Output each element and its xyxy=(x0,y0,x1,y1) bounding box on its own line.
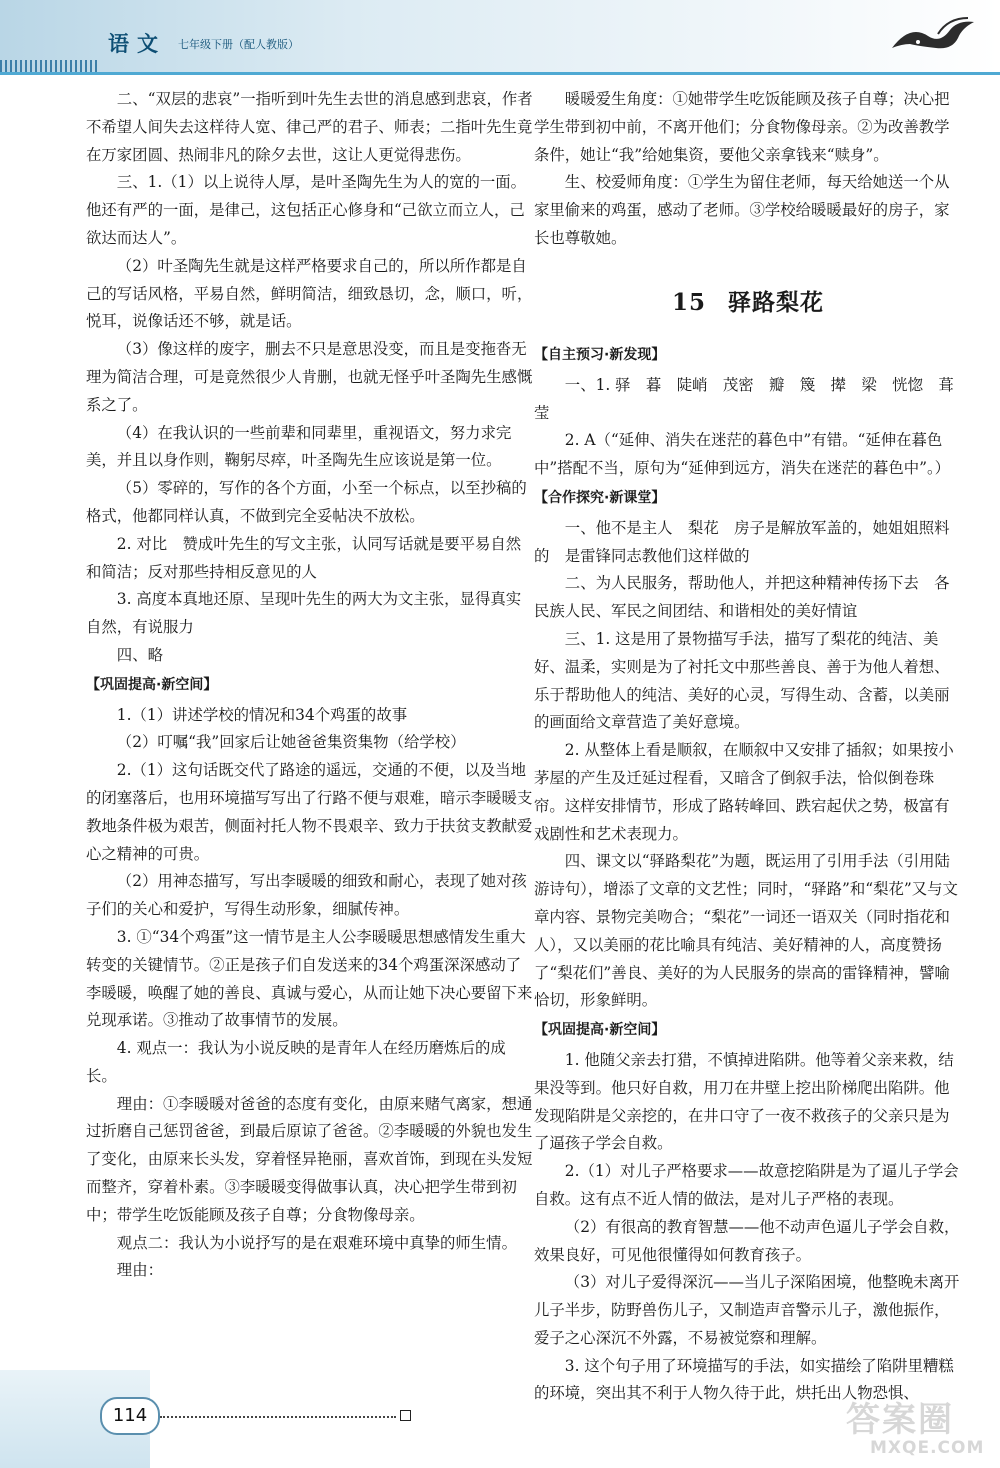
paragraph: 2. 对比 赞成叶先生的写文主张，认同写话就是要平易自然和简洁；反对那些持相反意见的人 xyxy=(86,534,522,581)
right-column xyxy=(534,340,970,1408)
paragraph: 2.（1）对儿子严格要求——故意挖陷阱是为了逼儿子学会自救。这有点不近人情的做法，是对儿子严格的表现。 xyxy=(534,1162,959,1208)
paragraph: （3）对儿子爱得深沉——当儿子深陷困境，他整晚未离开儿子半步，防野兽伤儿子，又制造声音警示儿子，激他振作，爱子之心深沉不外露，不易被觉察和理解。 xyxy=(534,1273,960,1347)
section-heading: 【自主预习·新发现】 xyxy=(534,347,666,363)
paragraph: 理由：①李暖暖对爸爸的态度有变化，由原来赌气离家，想通过折磨自己惩罚爸爸，到最后原谅了爸爸。②李暖暖的外貌也发生了变化，由原来长头发，穿着怪异艳丽，喜欢首饰，到现在头发短而整齐，穿着朴素。③李暖暖变得做事认真，决心把学生带到初中；带学生吃饭能顾及孩子自尊；分食物像母亲。 xyxy=(86,1094,533,1224)
paragraph: 四、课文以“驿路梨花”为题，既运用了引用手法（引用陆游诗句），增添了文章的文艺性；同时，“驿路”和“梨花”又与文章内容、景物完美吻合；“梨花”一词还一语双关（同时指花和人），又以美丽的花比喻具有纯洁、美好精神的人，高度赞扬了“梨花们”善良、美好的为人民服务的崇高的雷锋精神，譬喻恰切，形象鲜明。 xyxy=(534,852,958,1010)
paragraph: 生、校爱师角度：①学生为留住老师，每天给她送一个从家里偷来的鸡蛋，感动了老师。③学校给暖暖最好的房子，家长也尊敬她。 xyxy=(534,173,950,247)
paragraph: 1. 他随父亲去打猎，不慎掉进陷阱。他等着父亲来救，结果没等到。他只好自救，用刀在井壁上挖出阶梯爬出陷阱。他发现陷阱是父亲挖的，在井口守了一夜不救孩子的父亲只是为了逼孩子学会自救。 xyxy=(534,1050,954,1153)
section-heading: 【合作探究·新课堂】 xyxy=(534,489,666,506)
paragraph: 1.（1）讲述学校的情况和34个鸡蛋的故事 xyxy=(116,705,408,724)
paragraph: 3. 这个句子用了环境描写的手法，如实描绘了陷阱里糟糕的环境，突出其不利于人物久待于此，烘托出人物恐惧、 xyxy=(534,1356,954,1403)
section-heading: 【巩固提高·新空间】 xyxy=(86,676,218,693)
paragraph: （4）在我认识的一些前辈和同辈里，重视语文，努力求完美，并且以身作则，鞠躬尽瘁，叶圣陶先生应该说是第一位。 xyxy=(86,423,512,470)
grade-label: 七年级下册（配人教版） xyxy=(178,38,299,51)
watermark-brand: 答案圈 xyxy=(846,1400,954,1440)
paragraph: 一、他不是主人 梨花 房子是解放军盖的，她姐姐照料的 是雷锋同志教他们这样做的 xyxy=(534,518,950,565)
paragraph: 四、略 xyxy=(116,645,163,664)
paragraph: 3. 高度本真地还原、呈现叶先生的两大为文主张，显得真实自然，有说服力 xyxy=(86,590,522,637)
paragraph: 三、1. 这是用了景物描写手法，描写了梨花的纯洁、美好、温柔，实则是为了衬托文中那些善良、善于为他人着想、乐于帮助他人的纯洁、美好的心灵，写得生动、含蓄，以美丽的画面给文章营造了美好意境。 xyxy=(534,629,950,732)
watermark-domain: MXQE.COM xyxy=(870,1438,985,1458)
lesson-number: 15 xyxy=(671,289,706,316)
paragraph: （5）零碎的，写作的各个方面，小至一个标点，以至抄稿的格式，他都同样认真，不做到完全妥帖决不放松。 xyxy=(86,479,527,525)
paragraph: （3）像这样的废字，删去不只是意思没变，而且是变拖沓无理为简洁合理，可是竟然很少人肯删，也就无怪乎叶圣陶先生感慨系之了。 xyxy=(86,340,533,414)
left-column xyxy=(86,86,536,1285)
paragraph: 三、1.（1）以上说待人厚，是叶圣陶先生为人的宽的一面。他还有严的一面，是律己，这包括正心修身和“己欲立而立人，己欲达而达人”。 xyxy=(86,173,527,247)
header-stripes xyxy=(0,60,100,72)
page-number: 114 xyxy=(100,1397,160,1435)
paragraph: 理由： xyxy=(116,1261,163,1280)
end-square-icon xyxy=(400,1410,411,1421)
paragraph: 二、“双层的悲哀”一指听到叶先生去世的消息感到悲哀，作者不希望人间失去这样待人宽、律己严的君子、师表；二指叶先生竟在万家团圆、热闹非凡的除夕去世，这让人更觉得悲伤。 xyxy=(86,90,533,164)
section-heading: 【巩固提高·新空间】 xyxy=(534,1022,666,1039)
subject-title: 语文 xyxy=(108,32,166,56)
paragraph: 3. ①“34个鸡蛋”这一情节是主人公李暖暖思想感情发生重大转变的关键情节。②正是孩子们自发送来的34个鸡蛋深深感动了李暖暖，唤醒了她的善良、真诚与爱心，从而让她下决心要留下来兑现承诺。③推动了故事情节的发展。 xyxy=(86,927,533,1030)
paragraph: （2）有很高的教育智慧——他不动声色逼儿子学会自救，效果良好，可见他很懂得如何教育孩子。 xyxy=(534,1217,960,1264)
paragraph: 2. A（“延伸、消失在迷茫的暮色中”有错。“延伸在暮色中”搭配不当，原句为“延伸到远方，消失在迷茫的暮色中”。） xyxy=(534,431,951,478)
paragraph: 2. 从整体上看是顺叙，在顺叙中又安排了插叙；如果按小茅屋的产生及迁延过程看，又暗含了倒叙手法，恰似倒卷珠帘。这样安排情节，形成了路转峰回、跌宕起伏之势，极富有戏剧性和艺术表现力。 xyxy=(534,741,954,843)
paragraph: 2.（1）这句话既交代了路途的遥远，交通的不便，以及当地的闭塞落后，也用环境描写写出了行路不便与艰难，暗示李暖暖支教地条件极为艰苦，侧面衬托人物不畏艰辛、致力于扶贫支教献爱心之精神的可贵。 xyxy=(86,761,533,863)
footer-dotted-rule xyxy=(160,1416,396,1418)
paragraph: 二、为人民服务，帮助他人，并把这种精神传扬下去 各民族人民、军民之间团结、和谐相处的美好情谊 xyxy=(534,574,950,621)
paragraph: 4. 观点一：我认为小说反映的是青年人在经历磨炼后的成长。 xyxy=(86,1039,506,1085)
paragraph: （2）叶圣陶先生就是这样严格要求自己的，所以所作都是自己的写话风格，平易自然，鲜明简洁，细致恳切，念，顺口，听，悦耳，说像话还不够，就是话。 xyxy=(86,256,533,331)
paragraph: 观点二：我认为小说抒写的是在艰难环境中真挚的师生情。 xyxy=(116,1233,517,1252)
wave-ornament-icon xyxy=(888,14,978,54)
paragraph: （2）叮嘱“我”回家后让她爸爸集资集物（给学校） xyxy=(116,733,466,752)
page-header xyxy=(0,0,1000,75)
lesson-name: 驿路梨花 xyxy=(728,289,824,316)
right-column-top xyxy=(534,86,962,253)
paragraph: （2）用神态描写，写出李暖暖的细致和耐心，表现了她对孩子们的关心和爱护，写得生动形象，细腻传神。 xyxy=(86,872,527,919)
paragraph: 一、1. 驿 暮 陡峭 茂密 瓣 篾 撵 梁 恍惚 葺 莹 xyxy=(534,375,970,422)
watermark xyxy=(834,1392,984,1464)
lesson-title xyxy=(534,284,962,317)
paragraph: 暖暖爱生角度：①她带学生吃饭能顾及孩子自尊；决心把学生带到初中前，不离开他们；分食物像母亲。②为改善教学条件，她让“我”给她集资，要他父亲拿钱来“赎身”。 xyxy=(534,90,950,164)
